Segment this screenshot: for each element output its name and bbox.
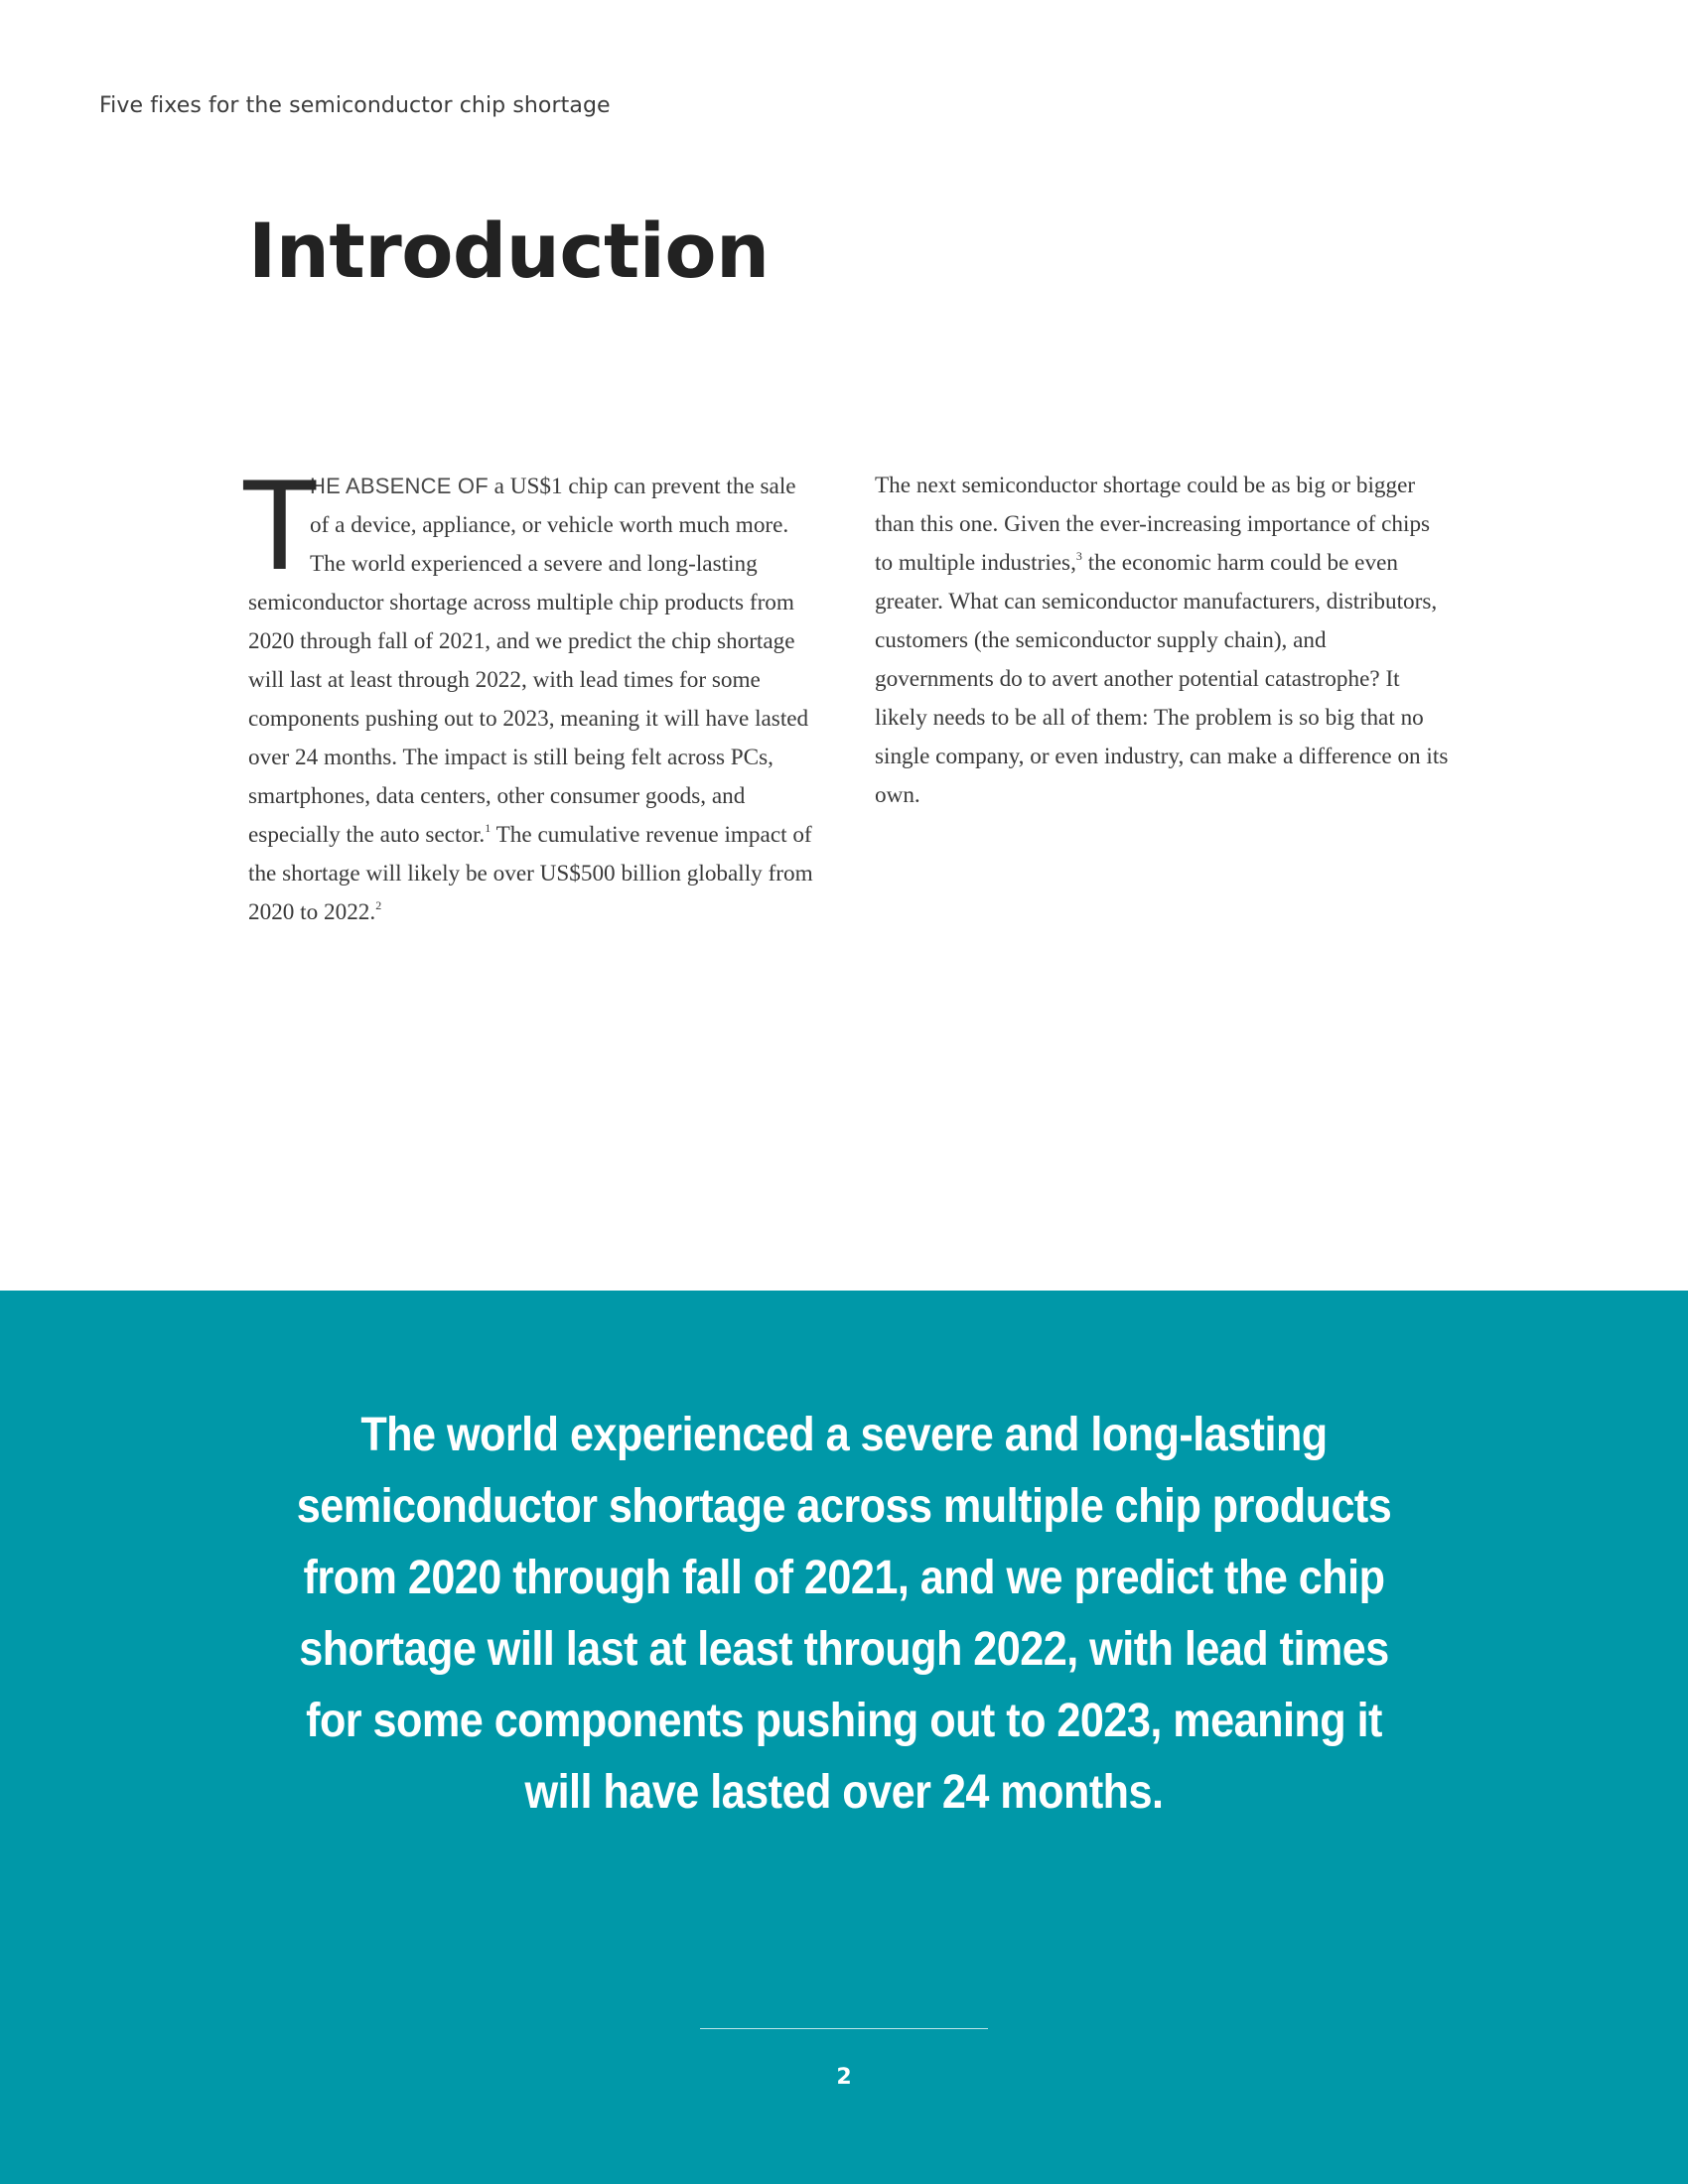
second-paragraph (875, 467, 1451, 815)
running-header: Five fixes for the semiconductor chip shortage (99, 93, 611, 118)
intro-text-part-1: a US$1 chip can prevent the sale of a device, appliance, or vehicle worth much more. The world experienced a severe and long-lasting semiconductor shortage across multiple chip products from 2020 through fall of 2021, and we predict the chip shortage will last at least through 2022, with lead times for some components pushing out to 2023, meaning it will have lasted over 24 months. The impact is still being felt across PCs, smartphones, data centers, other consumer goods, and especially the auto sector. (248, 474, 809, 848)
body-column-left (240, 452, 819, 932)
second-text-part-1: The next semiconductor shortage could be as big or bigger than this one. Given the ever-increasing importance of chips to multiple industries, (875, 473, 1431, 576)
drop-cap: T (240, 452, 320, 597)
page-number: 2 (836, 2065, 852, 2090)
pull-quote: The world experienced a severe and long-lasting semiconductor shortage across multiple chip products from 2020 through fall of 2021, and we predict the chip shortage will last at least through 2022, with lead times for some components pushing out to 2023, meaning it will have lasted over 24 months. (296, 1409, 1392, 1819)
footer-divider (700, 2028, 988, 2029)
drop-cap-box (240, 452, 320, 597)
footnote-marker-3: 3 (1075, 549, 1082, 563)
footnote-marker-1: 1 (485, 821, 492, 835)
lead-in-text: HE ABSENCE OF (310, 474, 489, 498)
intro-text-part-2: The cumulative revenue impact of the shortage will likely be over US$500 billion globally from 2020 to 2022. (248, 822, 813, 925)
second-text-part-2: the economic harm could be even greater. What can semiconductor manufacturers, distributors, customers (the semiconductor supply chain), and governments do to avert another potential catastrophe? It likely needs to be all of them: The problem is so big that no single company, or even industry, can make a difference on its own. (875, 550, 1449, 808)
intro-paragraph (240, 452, 819, 932)
body-column-right (875, 467, 1451, 815)
footnote-marker-2: 2 (375, 898, 382, 912)
page-title: Introduction (248, 206, 770, 295)
